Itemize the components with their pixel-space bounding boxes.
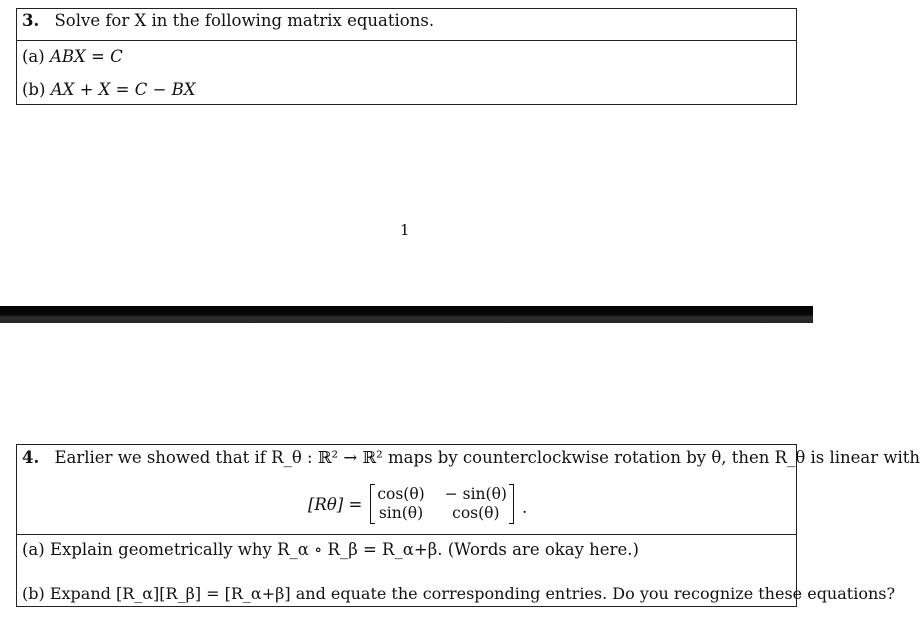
- part-b-text: Expand [R_α][R_β] = [R_α+β] and equate the corresponding entries. Do you recognize these equations?: [49, 584, 896, 603]
- problem-3-header: [22, 11, 434, 31]
- matrix-cell: sin(θ): [378, 504, 424, 522]
- matrix-period: .: [521, 497, 528, 517]
- matrix-right-bracket: [509, 484, 514, 524]
- problem-3-statement: Solve for X in the following matrix equations.: [54, 11, 435, 30]
- matrix-lhs: [Rθ] =: [308, 494, 363, 514]
- page-number: 1: [400, 221, 410, 239]
- part-a-label: (a): [22, 47, 45, 66]
- part-a-label: (a): [22, 540, 45, 559]
- rotation-matrix: [375, 485, 509, 523]
- part-b-label: (b): [22, 80, 46, 99]
- matrix-cell: cos(θ): [452, 504, 500, 522]
- part-a-equation: ABX = C: [49, 47, 123, 66]
- problem-4-part-a: [22, 540, 639, 560]
- matrix-cell: cos(θ): [377, 485, 425, 503]
- problem-3-part-b: [22, 80, 196, 100]
- page-divider: [0, 306, 813, 323]
- rotation-matrix-equation: [308, 482, 527, 526]
- matrix-cell: − sin(θ): [444, 485, 507, 503]
- problem-4-statement: Earlier we showed that if R_θ : ℝ² → ℝ² maps by counterclockwise rotation by θ, then R_θ is linear with: [54, 448, 920, 467]
- part-b-equation: AX + X = C − BX: [50, 80, 196, 99]
- problem-4-part-b: [22, 584, 895, 604]
- problem-3-part-a: [22, 47, 123, 67]
- part-b-label: (b): [22, 584, 45, 603]
- problem-4-header: [22, 448, 920, 468]
- part-a-text: Explain geometrically why R_α ∘ R_β = R_α+β. (Words are okay here.): [49, 540, 639, 559]
- problem-3-number: 3.: [22, 11, 40, 30]
- problem-4-number: 4.: [22, 448, 40, 467]
